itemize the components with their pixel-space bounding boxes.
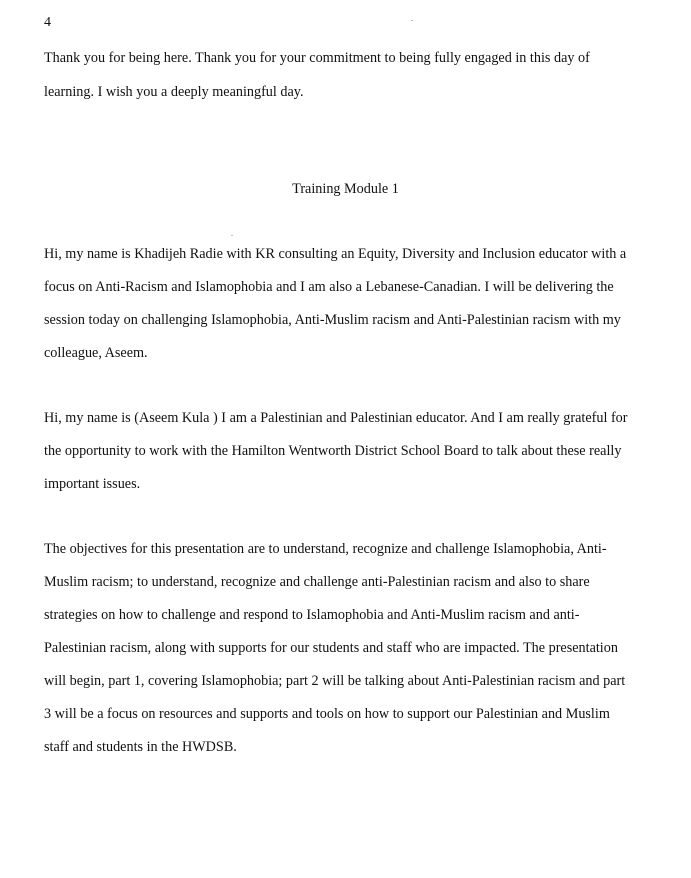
paragraph-line: strategies on how to challenge and respond to Islamophobia and Anti-Muslim racism and anti- <box>44 607 580 623</box>
scan-speck <box>411 20 413 21</box>
paragraph-line: the opportunity to work with the Hamilton Wentworth District School Board to talk about these really <box>44 443 622 459</box>
paragraph-line: will begin, part 1, covering Islamophobia; part 2 will be talking about Anti-Palestinian racism and part <box>44 673 626 689</box>
scan-speck <box>231 235 233 236</box>
paragraph-line: session today on challenging Islamophobia, Anti-Muslim racism and Anti-Palestinian racism with my <box>44 312 621 328</box>
paragraph-line: The objectives for this presentation are to understand, recognize and challenge Islamophobia, Anti- <box>44 541 607 557</box>
paragraph-line: staff and students in the HWDSB. <box>44 739 237 755</box>
paragraph-line: important issues. <box>44 476 141 492</box>
paragraph-line: focus on Anti-Racism and Islamophobia and I am also a Lebanese-Canadian. I will be delivering the <box>44 279 614 295</box>
paragraph-line: colleague, Aseem. <box>44 345 148 361</box>
paragraph-line: 3 will be a focus on resources and supports and tools on how to support our Palestinian and Muslim <box>44 706 610 722</box>
intro-line: learning. I wish you a deeply meaningful day. <box>44 84 304 100</box>
paragraph-line: Palestinian racism, along with supports for our students and staff who are impacted. The presentation <box>44 640 618 656</box>
module-heading: Training Module 1 <box>292 181 399 197</box>
paragraph-line: Hi, my name is (Aseem Kula ) I am a Palestinian and Palestinian educator. And I am really grateful for <box>44 410 628 426</box>
page-number: 4 <box>44 15 51 30</box>
intro-line: Thank you for being here. Thank you for your commitment to being fully engaged in this day of <box>44 50 590 66</box>
paragraph-line: Muslim racism; to understand, recognize and challenge anti-Palestinian racism and also to share <box>44 574 590 590</box>
paragraph-line: Hi, my name is Khadijeh Radie with KR consulting an Equity, Diversity and Inclusion educator with a <box>44 246 627 262</box>
